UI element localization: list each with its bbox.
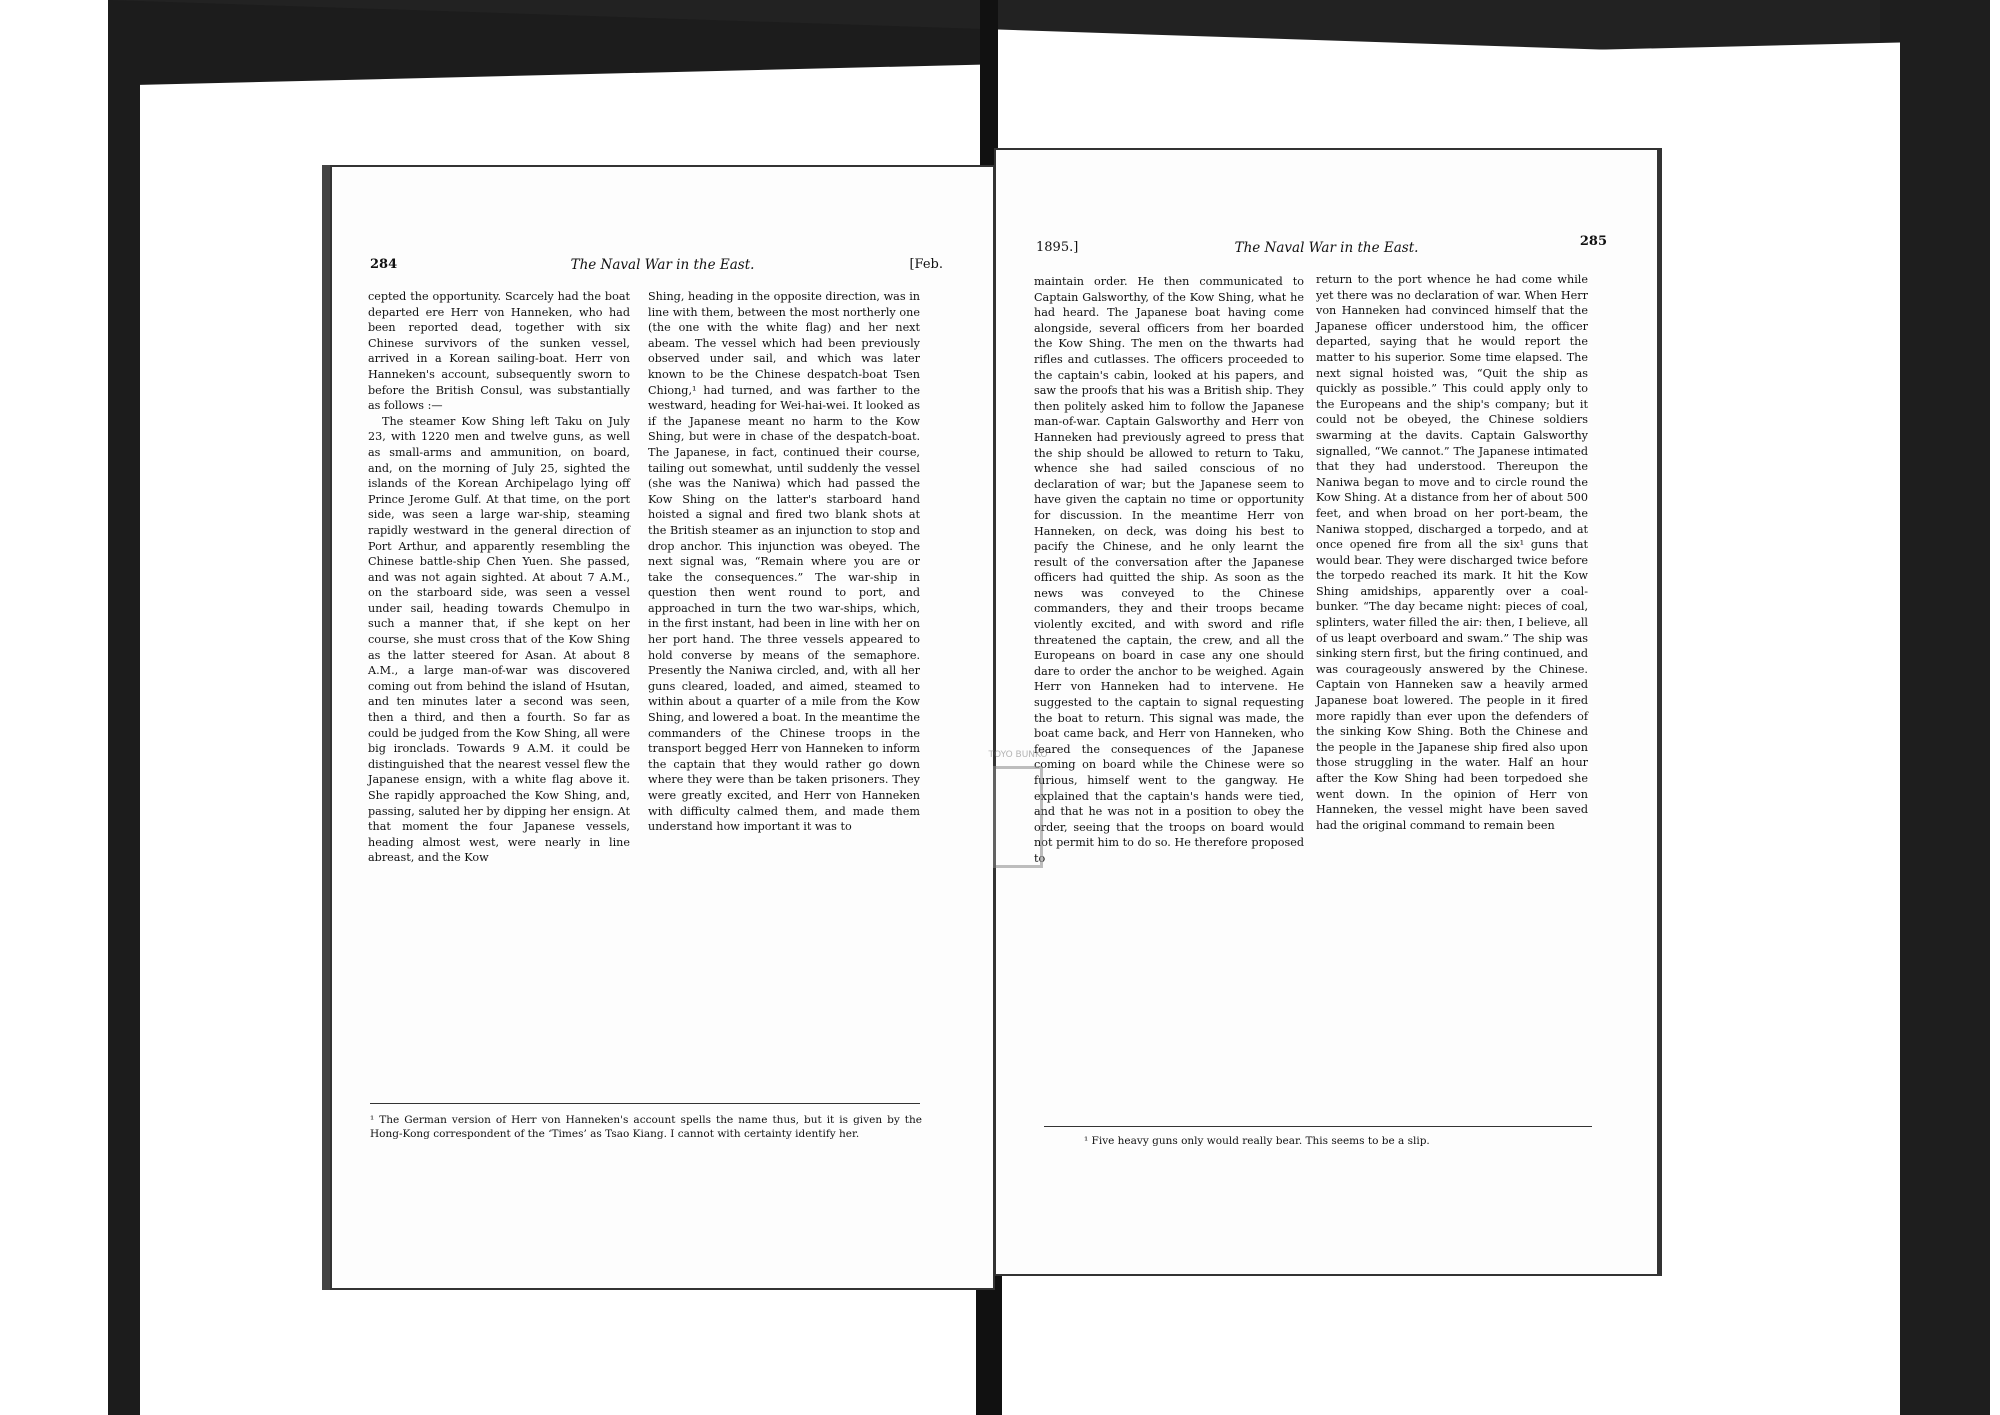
footnote-rule bbox=[1044, 1126, 1592, 1127]
left-page-column-1 bbox=[368, 289, 630, 866]
paragraph: return to the port whence he had come while yet there was no declaration of war. When Herr von Hanneken had convinced himself that the Japanese officer understood him, the officer departed, saying that he would report the matter to his superior. Some time elapsed. The next signal hoisted was, “Quit the ship as quickly as possible.” This could apply only to the Europeans and the ship's company; but it could not be obeyed, the Chinese soldiers swarming at the davits. Captain Galsworthy signalled, “We cannot.” The Japanese intimated that they had understood. Thereupon the Naniwa began to move and to circle round the Kow Shing. At a distance from her of about 500 feet, and when broad on her port-beam, the Naniwa stopped, discharged a torpedo, and at once opened fire from all the six¹ guns that would bear. They were discharged twice before the torpedo reached its mark. It hit the Kow Shing amidships, apparently over a coal-bunker. “The day became night: pieces of coal, splinters, water filled the air: then, I believe, all of us leapt overboard and swam.” The ship was sinking stern first, but the firing continued, and was courageously answered by the Chinese. Captain von Hanneken saw a heavily armed Japanese boat lowered. The people in it fired more rapidly than ever upon the defenders of the sinking Kow Shing. Both the Chinese and the people in the Japanese ship fired also upon those struggling in the water. Half an hour after the Kow Shing had been torpedoed she went down. In the opinion of Herr von Hanneken, the vessel might have been saved had the original command to remain been bbox=[1316, 273, 1588, 832]
paragraph: The steamer Kow Shing left Taku on July 23, with 1220 men and twelve guns, as well as small-arms and ammunition, on board, and, on the morning of July 25, sighted the islands of the Korean Archipelago lying off Prince Jerome Gulf. At that time, on the port side, was seen a large war-ship, steaming rapidly westward in the general direction of Port Arthur, and apparently resembling the Chinese battle-ship Chen Yuen. She passed, and was not again sighted. At about 7 A.M., on the starboard side, was seen a vessel under sail, heading towards Chemulpo in such a manner that, if she kept on her course, she must cross that of the Kow Shing as the latter steered for Asan. At about 8 A.M., a large man-of-war was discovered coming out from behind the island of Hsutan, and ten minutes later a second was seen, then a third, and then a fourth. So far as could be judged from the Kow Shing, all were big ironclads. Towards 9 A.M. it could be distinguished that the nearest vessel flew the Japanese ensign, with a white flag above it. She rapidly approached the Kow Shing, and, passing, saluted her by dipping her ensign. At that moment the four Japanese vessels, heading almost west, were nearly in line abreast, and the Kow bbox=[368, 414, 630, 865]
right-page-header bbox=[994, 234, 1659, 262]
left-page-column-2 bbox=[648, 289, 920, 835]
paragraph: Shing, heading in the opposite direction, was in line with them, between the most northerly one (the one with the white flag) and her next abeam. The vessel which had been previously observed under sail, and which was later known to be the Chinese despatch-boat Tsen Chiong,¹ had turned, and was farther to the westward, heading for Wei-hai-wei. It looked as if the Japanese meant no harm to the Kow Shing, but were in chase of the despatch-boat. The Japanese, in fact, continued their course, tailing out somewhat, until suddenly the vessel (she was the Naniwa) which had passed the Kow Shing on the latter's starboard hand hoisted a signal and fired two blank shots at the British steamer as an injunction to stop and drop anchor. This injunction was obeyed. The next signal was, “Remain where you are or take the consequences.” The war-ship in question then went round to port, and approached in turn the two war-ships, which, in the first instant, had been in line with her on her port hand. The three vessels appeared to hold converse by means of the semaphore. Presently the Naniwa circled, and, with all her guns cleared, loaded, and aimed, steamed to within about a quarter of a mile from the Kow Shing, and lowered a boat. In the meantime the commanders of the Chinese troops in the transport begged Herr von Hanneken to inform the captain that they would rather go down where they were than be taken prisoners. They were greatly excited, and Herr von Hanneken with difficulty calmed them, and made them understand how important it was to bbox=[648, 290, 920, 834]
footnote: ¹ Five heavy guns only would really bear. This seems to be a slip. bbox=[1084, 1135, 1430, 1147]
date-mark: [Feb. bbox=[909, 257, 943, 272]
left-page bbox=[322, 165, 995, 1290]
page-number: 285 bbox=[1579, 234, 1607, 249]
right-page-column-2 bbox=[1316, 272, 1588, 833]
paragraph: cepted the opportunity. Scarcely had the boat departed ere Herr von Hanneken, who had been reported dead, together with six Chinese survivors of the sunken vessel, arrived in a Korean sailing-boat. Herr von Hanneken's account, subsequently sworn to before the British Consul, was substantially as follows :— bbox=[368, 290, 630, 413]
right-page-column-1 bbox=[1034, 274, 1304, 867]
stamp-seal bbox=[993, 766, 1043, 868]
date-mark: 1895.] bbox=[1036, 240, 1079, 255]
running-head: The Naval War in the East. bbox=[1234, 240, 1419, 256]
left-page-header bbox=[330, 257, 995, 279]
running-head: The Naval War in the East. bbox=[570, 257, 755, 273]
stamp-top-text: TOYO BUNKO bbox=[988, 750, 1048, 760]
right-page bbox=[994, 148, 1662, 1276]
footnote-rule bbox=[370, 1103, 920, 1104]
page-number: 284 bbox=[370, 257, 398, 272]
paragraph: maintain order. He then communicated to Captain Galsworthy, of the Kow Shing, what he had heard. The Japanese boat having come alongside, several officers from her boarded the Kow Shing. The men on the thwarts had rifles and cutlasses. The officers proceeded to the captain's cabin, looked at his papers, and saw the proofs that his was a British ship. They then politely asked him to follow the Japanese man-of-war. Captain Galsworthy and Herr von Hanneken had previously agreed to press that the ship should be allowed to return to Taku, whence she had sailed conscious of no declaration of war; but the Japanese seem to have given the captain no time or opportunity for discussion. In the meantime Herr von Hanneken, on deck, was doing his best to pacify the Chinese, and he only learnt the result of the conversation after the Japanese officers had quitted the ship. As soon as the news was conveyed to the Chinese commanders, they and their troops became violently excited, and with sword and rifle threatened the captain, the crew, and all the Europeans on board in case any one should dare to order the anchor to be weighed. Again Herr von Hanneken had to intervene. He suggested to the captain to signal requesting the boat to return. This signal was made, the boat came back, and Herr von Hanneken, who feared the consequences of the Japanese coming on board while the Chinese were so furious, himself went to the gangway. He explained that the captain's hands were tied, and that he was not in a position to obey the order, seeing that the troops on board would not permit him to do so. He therefore proposed to bbox=[1034, 275, 1304, 865]
footnote: ¹ The German version of Herr von Hanneken's account spells the name thus, but it is given by the Hong-Kong correspondent of the ‘Times’ as Tsao Kiang. I cannot with certainty identify her. bbox=[370, 1114, 922, 1140]
library-stamp bbox=[978, 750, 1058, 880]
